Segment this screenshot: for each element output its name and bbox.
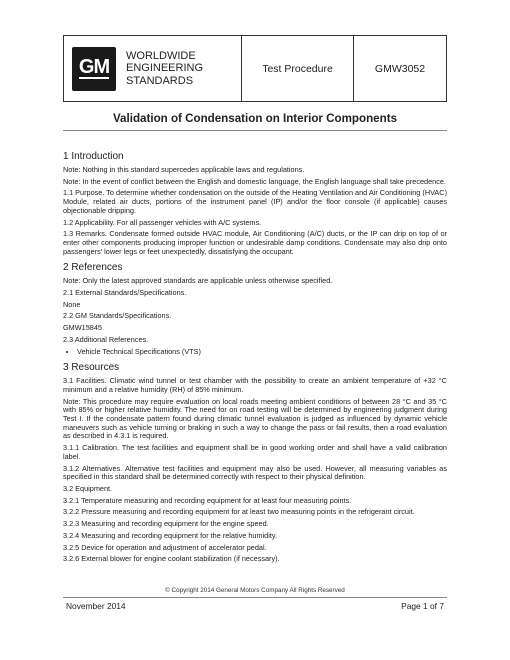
section-heading-references: 2 References (63, 262, 123, 274)
document-body (63, 151, 447, 567)
paragraph: Note: In the event of conflict between the English and domestic language, the English language shall take precedence. (63, 176, 446, 186)
gm-logo (72, 47, 116, 91)
paragraph: 2.3 Additional References. (63, 334, 149, 344)
paragraph: None (63, 299, 81, 309)
paragraph: 3.1.1 Calibration. The test facilities and equipment shall be in good working order and shall have a valid calibration label. (63, 443, 447, 461)
paragraph: 1.2 Applicability. For all passenger vehicles with A/C systems. (63, 217, 262, 227)
section-heading-introduction: 1 Introduction (63, 151, 124, 162)
paragraph: 3.2.4 Measuring and recording equipment for the relative humidity. (63, 530, 278, 540)
reference-list (63, 348, 447, 357)
logo-cell (64, 36, 242, 101)
paragraph: 3.2.1 Temperature measuring and recording equipment for at least four measuring points. (63, 495, 352, 505)
paragraph: 3.2 Equipment. (63, 483, 113, 493)
document-title: Validation of Condensation on Interior Components (112, 112, 398, 125)
paragraph: 2.2 GM Standards/Specifications. (63, 311, 172, 321)
title-divider (63, 130, 447, 131)
paragraph: 3.2.2 Pressure measuring and recording equipment for at least two measuring points in the refrigerant circuit. (63, 507, 415, 517)
footer-date: November 2014 (66, 601, 126, 611)
gm-logo-text: GM (78, 56, 110, 78)
paragraph: Note: Nothing in this standard supercedes applicable laws and regulations. (63, 165, 305, 174)
paragraph: 3.2.3 Measuring and recording equipment for the engine speed. (63, 519, 269, 529)
paragraph: 3.2.5 Device for operation and adjustment of accelerator pedal. (63, 542, 267, 552)
paragraph: Note: Only the latest approved standards are applicable unless otherwise specified. (63, 276, 333, 286)
paragraph: Note: This procedure may require evaluation on local roads meeting ambient conditions of between 28 °C and 35 °C with 85% or higher relative humidity. The need for on road testing will be determined by engineering judgment during Test I. If the condensate pattern found during climatic tunnel evaluation is judged as influenced by dynamic vehicle maneuvers such as vehicle turning or braking in such a way to change the pass or fail results, then a road evaluation as described in 4.3.1 is required. (63, 396, 447, 441)
copyright-notice: © Copyright 2014 General Motors Company All Rights Reserved (165, 587, 345, 594)
page-number: Page 1 of 7 (401, 601, 444, 611)
org-line-1: WORLDWIDE (126, 49, 196, 62)
paragraph: GMW15845 (63, 323, 102, 333)
paragraph: 2.1 External Standards/Specifications. (63, 288, 187, 298)
org-line-2: ENGINEERING (126, 62, 204, 75)
paragraph: 1.1 Purpose. To determine whether condensation on the outside of the Heating Ventilation and Air Conditioning (HVAC) Module, related air ducts, portions of the instrument panel (IP) and/or the floor console (if applicable) causes objectionable dripping. (63, 188, 447, 215)
header-box (63, 35, 447, 102)
org-name (126, 50, 203, 88)
list-item: • Vehicle Technical Specifications (VTS) (77, 348, 447, 357)
paragraph: 3.1 Facilities. Climatic wind tunnel or test chamber with the possibility to create an ambient temperature of +32 °C minimum and a relative humidity (RH) of 85% minimum. (63, 376, 447, 394)
doc-type: Test Procedure (242, 36, 354, 101)
footer-divider (63, 597, 447, 598)
doc-code: GMW3052 (374, 62, 426, 75)
paragraph: 3.1.2 Alternatives. Alternative test facilities and equipment may also be used. However, all measuring variables as specified in this standard shall be determined correctly with respect to their physical definition. (63, 463, 447, 482)
section-heading-resources: 3 Resources (63, 362, 120, 374)
paragraph: 3.2.6 External blower for engine coolant stabilization (if necessary). (63, 554, 280, 564)
paragraph: 1.3 Remarks. Condensate formed outside HVAC module, Air Conditioning (A/C) ducts, or the IP can drip on top of or enter other components producing improper function or undesirable damp conditions. Condensate may also drip onto passengers' lower legs or feet unexpectedly, dissatisfying the occupant. (63, 229, 447, 256)
org-line-3: STANDARDS (126, 74, 194, 87)
